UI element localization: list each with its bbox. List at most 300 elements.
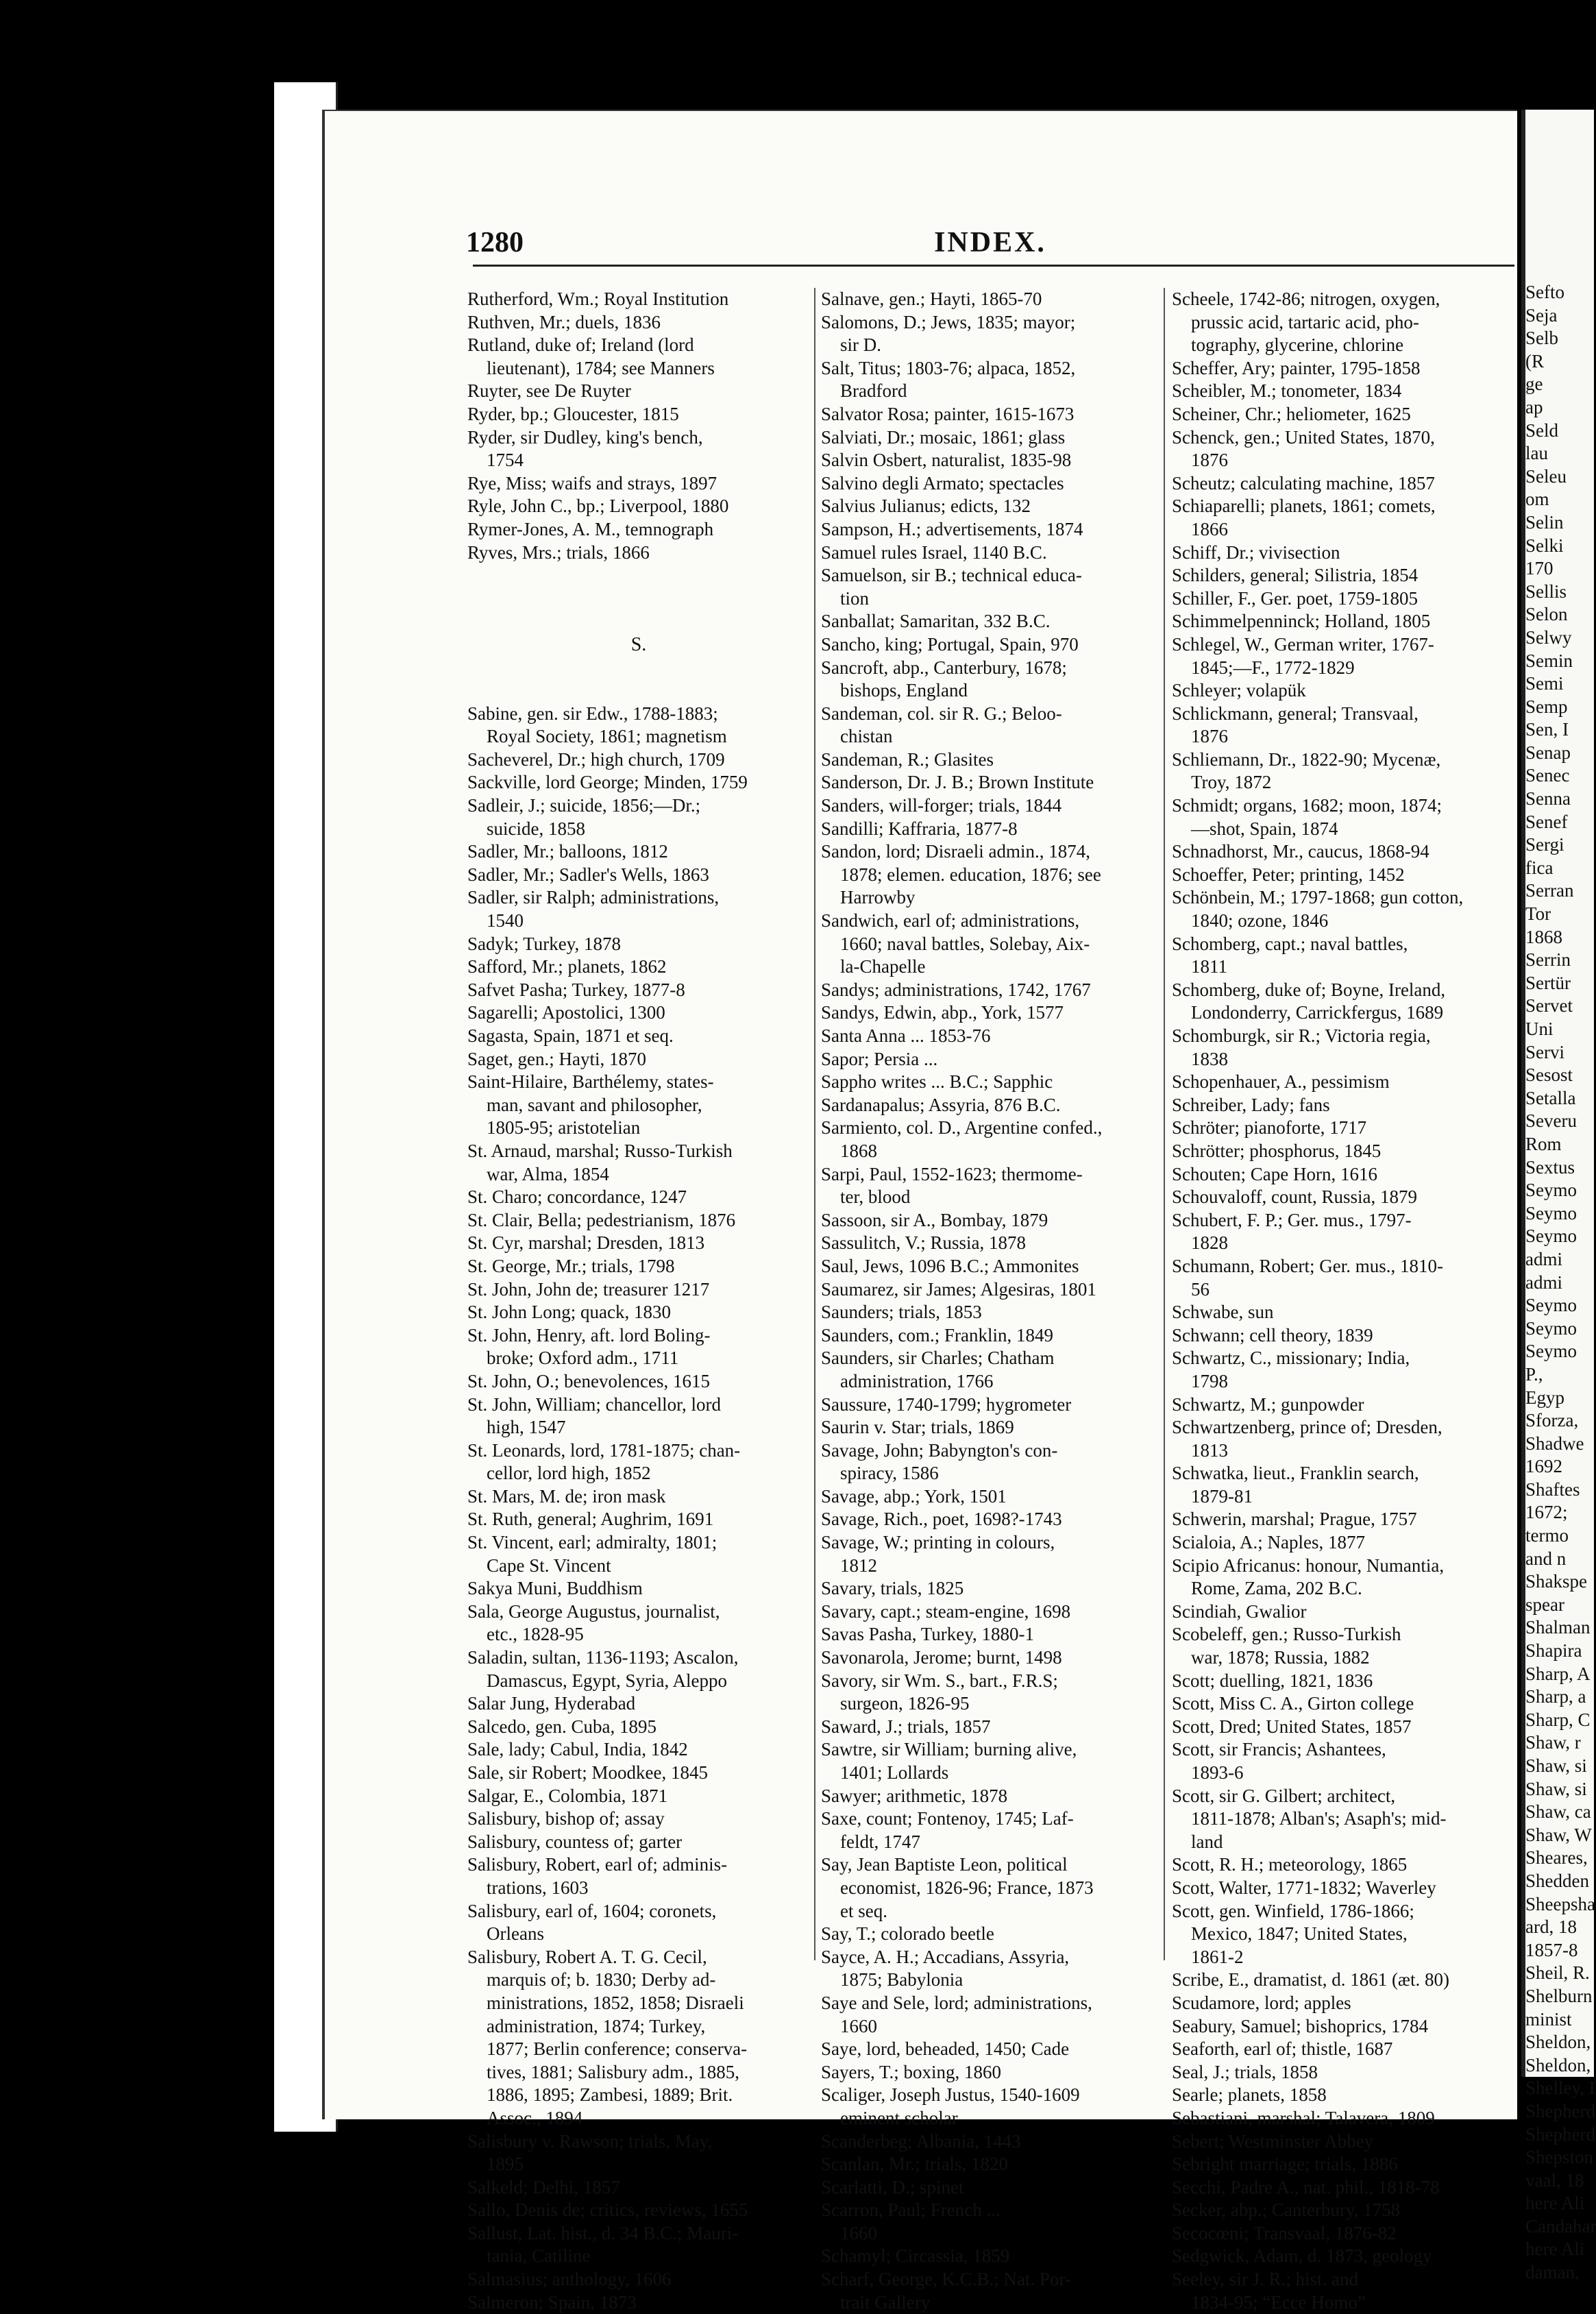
facing-page-text: 170 xyxy=(1525,558,1554,579)
facing-page-text: Shaw, ca xyxy=(1525,1801,1591,1823)
facing-page-text: Seja xyxy=(1525,304,1558,326)
index-entry: Scheiner, Chr.; heliometer, 1625 xyxy=(1172,403,1411,424)
index-entry: Scudamore, lord; apples xyxy=(1172,1992,1351,2013)
index-entry: Sedgwick, Adam, d. 1873, geology xyxy=(1172,2245,1432,2267)
facing-page-text: Seld xyxy=(1525,419,1559,441)
index-entry: Cape St. Vincent xyxy=(487,1555,611,1576)
index-entry: Sale, sir Robert; Moodkee, 1845 xyxy=(467,1762,708,1783)
facing-page-text: daman, xyxy=(1525,2262,1580,2283)
index-entry: Ryder, sir Dudley, king's bench, xyxy=(467,426,703,448)
index-entry: Scanderbeg; Albania, 1443 xyxy=(821,2130,1021,2152)
index-entry: Sawyer; arithmetic, 1878 xyxy=(821,1785,1008,1806)
index-entry: 1838 xyxy=(1191,1048,1228,1069)
index-entry: 1828 xyxy=(1191,1232,1228,1254)
facing-page-text: Shakspe xyxy=(1525,1571,1587,1592)
index-entry: Schwartz, C., missionary; India, xyxy=(1172,1348,1410,1369)
index-entry: Sassoon, sir A., Bombay, 1879 xyxy=(821,1209,1048,1230)
index-entry: Schmidt; organs, 1682; moon, 1874; xyxy=(1172,795,1442,816)
index-entry: Savary, trials, 1825 xyxy=(821,1578,964,1599)
index-entry: Savary, capt.; steam-engine, 1698 xyxy=(821,1600,1071,1622)
facing-page-text: minist xyxy=(1525,2008,1572,2030)
facing-page-text: Sefto xyxy=(1525,282,1564,302)
index-entry: spiracy, 1586 xyxy=(840,1463,939,1484)
index-entry: Saunders, sir Charles; Chatham xyxy=(821,1348,1055,1369)
index-entry: Salcedo, gen. Cuba, 1895 xyxy=(467,1716,656,1737)
index-entry: Schrötter; phosphorus, 1845 xyxy=(1172,1140,1382,1161)
index-entry: Schönbein, M.; 1797-1868; gun cotton, xyxy=(1172,887,1464,908)
index-entry: Sebright marriage; trials, 1886 xyxy=(1172,2154,1398,2175)
index-entry: Ruthven, Mr.; duels, 1836 xyxy=(467,311,661,332)
index-entry xyxy=(467,657,810,680)
index-entry: —shot, Spain, 1874 xyxy=(1191,818,1338,839)
index-entry: Schwartzenberg, prince of; Dresden, xyxy=(1172,1417,1442,1438)
index-entry: Schomberg, capt.; naval battles, xyxy=(1172,933,1408,954)
index-entry: 1876 xyxy=(1191,450,1228,471)
index-entry: administration, 1766 xyxy=(840,1370,994,1391)
index-entry: Schilders, general; Silistria, 1854 xyxy=(1172,565,1419,586)
index-entry: Sawtre, sir William; burning alive, xyxy=(821,1739,1077,1760)
facing-page-text: Sergi xyxy=(1525,834,1564,855)
index-entry: tives, 1881; Salisbury adm., 1885, xyxy=(487,2061,739,2082)
index-entry: Rutland, duke of; Ireland (lord xyxy=(467,334,694,356)
facing-page-text: Selwy xyxy=(1525,626,1572,648)
index-entry: administration, 1874; Turkey, xyxy=(487,2015,706,2036)
index-entry: Sandilli; Kaffraria, 1877-8 xyxy=(821,818,1018,839)
index-entry: Sapor; Persia ... xyxy=(821,1048,938,1069)
facing-page-text: Selki xyxy=(1525,535,1564,556)
index-entry: Saussure, 1740-1799; hygrometer xyxy=(821,1393,1072,1415)
index-entry: Salnave, gen.; Hayti, 1865-70 xyxy=(821,289,1042,309)
index-entry: St. Leonards, lord, 1781-1875; chan- xyxy=(467,1439,741,1461)
index-entry: Salvino degli Armato; spectacles xyxy=(821,472,1064,494)
index-entry: Sardanapalus; Assyria, 876 B.C. xyxy=(821,1094,1061,1115)
index-entry: Sallust, Lat. hist., d. 34 B.C.; Mauri- xyxy=(467,2222,739,2243)
index-entry: Scheffer, Ary; painter, 1795-1858 xyxy=(1172,357,1421,378)
index-entry: Salisbury, earl of, 1604; coronets, xyxy=(467,1900,717,1921)
index-entry: Salmasius; anthology, 1606 xyxy=(467,2269,672,2290)
index-entry: bishops, England xyxy=(840,680,968,701)
index-entry: high, 1547 xyxy=(487,1417,566,1438)
page-number: 1280 xyxy=(466,227,524,258)
facing-page-text: Semp xyxy=(1525,696,1568,717)
index-entry: prussic acid, tartaric acid, pho- xyxy=(1191,311,1419,332)
facing-page-text: Seymo xyxy=(1525,1341,1577,1362)
index-entry: Schröter; pianoforte, 1717 xyxy=(1172,1117,1367,1138)
index-entry: Schouvaloff, count, Russia, 1879 xyxy=(1172,1186,1417,1208)
index-entry: Saul, Jews, 1096 B.C.; Ammonites xyxy=(821,1255,1079,1276)
facing-page-text: Shepherd xyxy=(1525,2100,1595,2121)
index-entry: Sala, George Augustus, journalist, xyxy=(467,1600,720,1622)
index-entry: St. John, William; chancellor, lord xyxy=(467,1393,722,1415)
facing-page-text: Sen, I xyxy=(1525,719,1569,740)
index-entry: Scott, Dred; United States, 1857 xyxy=(1172,1716,1412,1737)
page-header xyxy=(466,226,1514,267)
index-entry: Schouten; Cape Horn, 1616 xyxy=(1172,1163,1377,1184)
header-rule xyxy=(473,265,1514,267)
index-entry: Assoc., 1894 xyxy=(487,2107,583,2128)
facing-page-text: Semin xyxy=(1525,650,1573,671)
index-entry: Savas Pasha, Turkey, 1880-1 xyxy=(821,1624,1035,1645)
facing-page-text: Senap xyxy=(1525,742,1571,763)
facing-page-text: and n xyxy=(1525,1548,1567,1569)
index-entry: Schoeffer, Peter; printing, 1452 xyxy=(1172,864,1405,885)
index-entry: Salomons, D.; Jews, 1835; mayor; xyxy=(821,311,1076,332)
index-entry: Salvius Julianus; edicts, 132 xyxy=(821,496,1031,517)
facing-page-text: Tor xyxy=(1525,903,1551,925)
index-entry: Schwann; cell theory, 1839 xyxy=(1172,1324,1373,1345)
section-letter: S. xyxy=(630,633,647,655)
index-entry: Scheele, 1742-86; nitrogen, oxygen, xyxy=(1172,289,1440,309)
index-entry: Schnadhorst, Mr., caucus, 1868-94 xyxy=(1172,841,1429,862)
facing-page-text: Egyp xyxy=(1525,1387,1564,1408)
facing-page-text: 1672; xyxy=(1525,1502,1568,1523)
facing-page-text: 1857-8 xyxy=(1525,1939,1578,1960)
index-entry: Saget, gen.; Hayti, 1870 xyxy=(467,1048,646,1069)
index-entry: broke; Oxford adm., 1711 xyxy=(487,1348,679,1369)
index-entry: St. Cyr, marshal; Dresden, 1813 xyxy=(467,1232,705,1254)
index-entry: Saunders; trials, 1853 xyxy=(821,1302,982,1323)
facing-page-text: Senec xyxy=(1525,765,1570,786)
index-entry: Schenck, gen.; United States, 1870, xyxy=(1172,426,1435,448)
facing-page-text: lau xyxy=(1525,443,1548,464)
index-entry: Savory, sir Wm. S., bart., F.R.S; xyxy=(821,1670,1058,1691)
column-divider xyxy=(814,288,815,1960)
index-entry: Mexico, 1847; United States, xyxy=(1191,1923,1408,1945)
index-entry: Scott, Miss C. A., Girton college xyxy=(1172,1693,1414,1714)
index-entry: 1798 xyxy=(1191,1370,1228,1391)
index-entry: Safford, Mr.; planets, 1862 xyxy=(467,956,667,977)
index-entry: St. Clair, Bella; pedestrianism, 1876 xyxy=(467,1209,736,1230)
index-entry: tion xyxy=(840,587,870,609)
index-entry: Scott; duelling, 1821, 1836 xyxy=(1172,1670,1373,1691)
facing-page-text: om xyxy=(1525,489,1549,510)
facing-page-text: Seleu xyxy=(1525,465,1567,487)
index-entry: Salt, Titus; 1803-76; alpaca, 1852, xyxy=(821,357,1076,378)
index-entry: Sacheverel, Dr.; high church, 1709 xyxy=(467,748,725,770)
index-entry: Salisbury, Robert, earl of; adminis- xyxy=(467,1854,728,1875)
index-entry: Sale, lady; Cabul, India, 1842 xyxy=(467,1739,688,1760)
index-entry: Schiller, F., Ger. poet, 1759-1805 xyxy=(1172,587,1418,609)
facing-page-text: Shaftes xyxy=(1525,1478,1580,1500)
facing-page-text: Selon xyxy=(1525,604,1568,625)
index-entry: Ruyter, see De Ruyter xyxy=(467,380,631,402)
index-entry: St. John, O.; benevolences, 1615 xyxy=(467,1370,710,1391)
facing-page-text: here Ali xyxy=(1525,2239,1585,2260)
facing-page-text: Sheil, R. xyxy=(1525,1962,1590,1984)
facing-page-text: Shelburn xyxy=(1525,1985,1593,2006)
index-entry: 1812 xyxy=(840,1555,877,1576)
facing-page-text: spear xyxy=(1525,1594,1564,1615)
index-entry: Orleans xyxy=(487,1923,544,1945)
facing-page-text: Shepston xyxy=(1525,2147,1594,2168)
facing-page-text: Shelley, I xyxy=(1525,2078,1595,2099)
facing-page-text: Serran xyxy=(1525,880,1574,901)
facing-page-text: 1868 xyxy=(1525,926,1562,947)
index-entry: Salvator Rosa; painter, 1615-1673 xyxy=(821,403,1075,424)
index-entry: Savage, John; Babyngton's con- xyxy=(821,1439,1058,1461)
index-entry: Scarlatti, D.; spinet xyxy=(821,2176,964,2197)
index-entry: Scarron, Paul; French ... xyxy=(821,2200,1000,2221)
facing-page-text: Severu xyxy=(1525,1110,1577,1132)
index-entry: war, 1878; Russia, 1882 xyxy=(1191,1647,1370,1668)
column-divider xyxy=(1164,288,1165,1960)
index-entry: tography, glycerine, chlorine xyxy=(1191,334,1404,356)
index-entry: Salviati, Dr.; mosaic, 1861; glass xyxy=(821,426,1066,448)
index-entry: Secchi, Padre A., nat. phil., 1818-78 xyxy=(1172,2176,1440,2197)
index-entry: 1660 xyxy=(840,2222,877,2243)
index-entry: Sadler, Mr.; Sadler's Wells, 1863 xyxy=(467,864,709,885)
index-entry: Scharf, George, K.C.B.; Nat. Por- xyxy=(821,2269,1071,2290)
index-entry: Seaforth, earl of; thistle, 1687 xyxy=(1172,2038,1393,2060)
facing-page-text: Sextus xyxy=(1525,1156,1575,1178)
index-entry: Sagasta, Spain, 1871 et seq. xyxy=(467,1025,674,1046)
index-entry: Sandys; administrations, 1742, 1767 xyxy=(821,979,1091,1000)
facing-page-text: Seymo xyxy=(1525,1202,1577,1223)
index-entry: Scipio Africanus: honour, Numantia, xyxy=(1172,1555,1445,1576)
index-entry: lieutenant), 1784; see Manners xyxy=(487,357,715,378)
index-entry: Sandwich, earl of; administrations, xyxy=(821,910,1080,931)
index-entry: Sandys, Edwin, abp., York, 1577 xyxy=(821,1002,1064,1023)
index-entry: 1879-81 xyxy=(1191,1485,1253,1507)
index-column-1 xyxy=(467,288,810,2314)
facing-page-text: Sertür xyxy=(1525,972,1571,993)
facing-page-text: P., xyxy=(1525,1363,1543,1385)
index-entry: Salisbury, countess of; garter xyxy=(467,1831,683,1852)
index-entry: Savage, abp.; York, 1501 xyxy=(821,1485,1007,1507)
index-entry: Scanlan, Mr.; trials, 1820 xyxy=(821,2154,1008,2175)
index-entry: Salkeld; Delhi, 1857 xyxy=(467,2176,620,2197)
facing-page-text: Sheldon, xyxy=(1525,2032,1591,2053)
index-entry: Bradford xyxy=(840,380,907,402)
index-entry: Saurin v. Star; trials, 1869 xyxy=(821,1417,1014,1438)
index-entry: Saward, J.; trials, 1857 xyxy=(821,1716,991,1737)
index-entry: tania, Catiline xyxy=(487,2245,591,2267)
index-entry: 1834-95; “Ecce Homo” xyxy=(1191,2291,1366,2313)
index-entry: St. Charo; concordance, 1247 xyxy=(467,1186,687,1208)
index-entry: Damascus, Egypt, Syria, Aleppo xyxy=(487,1670,727,1691)
facing-page-text: Shapira xyxy=(1525,1640,1582,1661)
index-entry: Salisbury v. Rawson; trials, May, xyxy=(467,2130,713,2152)
index-entry: Sadler, Mr.; balloons, 1812 xyxy=(467,841,668,862)
index-entry: Scaliger, Joseph Justus, 1540-1609 xyxy=(821,2084,1080,2106)
index-entry: St. George, Mr.; trials, 1798 xyxy=(467,1255,675,1276)
index-entry: Scott, gen. Winfield, 1786-1866; xyxy=(1172,1900,1414,1921)
index-entry: Sallo, Denis de; critics, reviews, 1655 xyxy=(467,2200,748,2221)
facing-page-text: Sharp, C xyxy=(1525,1709,1591,1730)
index-entry: trations, 1603 xyxy=(487,1877,589,1898)
facing-page-text: Sforza, xyxy=(1525,1410,1579,1431)
index-entry: Schwartz, M.; gunpowder xyxy=(1172,1393,1364,1415)
page-title: INDEX. xyxy=(934,227,1046,258)
index-entry: 1540 xyxy=(487,910,524,931)
facing-page-text: Shepherd xyxy=(1525,2123,1595,2145)
index-entry: Ryves, Mrs.; trials, 1866 xyxy=(467,541,650,563)
index-entry: 1660; naval battles, Solebay, Aix- xyxy=(840,933,1090,954)
index-entry: Scialoia, A.; Naples, 1877 xyxy=(1172,1532,1365,1553)
index-entry: Royal Society, 1861; magnetism xyxy=(487,726,727,747)
index-entry: Schomburgk, sir R.; Victoria regia, xyxy=(1172,1025,1431,1046)
facing-page-text: Shadwe xyxy=(1525,1433,1584,1454)
index-entry: 1861-2 xyxy=(1191,1946,1244,1967)
facing-page-text: Shalman xyxy=(1525,1617,1591,1638)
index-entry: St. Vincent, earl; admiralty, 1801; xyxy=(467,1532,717,1553)
index-entry: trait Gallery xyxy=(840,2291,931,2313)
index-entry: Harrowby xyxy=(840,887,916,908)
index-entry: Santa Anna ... 1853-76 xyxy=(821,1025,991,1046)
index-entry: 1875; Babylonia xyxy=(840,1969,963,1990)
facing-page-text: Shaw, si xyxy=(1525,1755,1587,1776)
index-entry: 1876 xyxy=(1191,726,1228,747)
index-entry xyxy=(467,564,810,587)
index-entry: Schleyer; volapük xyxy=(1172,680,1306,701)
facing-page-text: Selin xyxy=(1525,511,1564,533)
index-entry: Sancroft, abp., Canterbury, 1678; xyxy=(821,657,1067,678)
facing-page-text: Servi xyxy=(1525,1041,1564,1062)
facing-page-text: 1692 xyxy=(1525,1456,1562,1477)
index-entry: Scheibler, M.; tonometer, 1834 xyxy=(1172,380,1402,402)
index-entry: Sadleir, J.; suicide, 1856;—Dr.; xyxy=(467,795,701,816)
index-entry: ministrations, 1852, 1858; Disraeli xyxy=(487,1992,744,2013)
index-entry: 1893-6 xyxy=(1191,1762,1244,1783)
index-entry: Schopenhauer, A., pessimism xyxy=(1172,1071,1390,1093)
index-entry: 56 xyxy=(1191,1278,1210,1300)
index-entry: Sadler, sir Ralph; administrations, xyxy=(467,887,720,908)
index-entry: ter, blood xyxy=(840,1186,911,1208)
facing-page-text: vaal, 18 xyxy=(1525,2169,1584,2191)
facing-page-text: Seymo xyxy=(1525,1226,1577,1247)
index-entry: St. John, Henry, aft. lord Boling- xyxy=(467,1324,711,1345)
index-entry: Savage, Rich., poet, 1698?-1743 xyxy=(821,1509,1062,1530)
index-entry: Sanballat; Samaritan, 332 B.C. xyxy=(821,611,1051,632)
index-entry: Sackville, lord George; Minden, 1759 xyxy=(467,772,748,793)
index-entry: St. Mars, M. de; iron mask xyxy=(467,1485,666,1507)
index-entry: la-Chapelle xyxy=(840,956,926,977)
index-entry: Secker, abp.; Canterbury, 1758 xyxy=(1172,2200,1401,2221)
facing-page-text: Sharp, A xyxy=(1525,1663,1591,1684)
index-entry: Sabine, gen. sir Edw., 1788-1883; xyxy=(467,703,718,724)
facing-page-text: termo xyxy=(1525,1525,1569,1546)
index-entry: Saint-Hilaire, Barthélemy, states- xyxy=(467,1071,714,1093)
index-entry: Sandeman, R.; Glasites xyxy=(821,748,994,770)
index-entry: Savage, W.; printing in colours, xyxy=(821,1532,1055,1553)
index-entry: Schlickmann, general; Transvaal, xyxy=(1172,703,1419,724)
facing-page-text: fica xyxy=(1525,857,1554,878)
index-entry: land xyxy=(1191,1831,1223,1852)
index-entry: 1886, 1895; Zambesi, 1889; Brit. xyxy=(487,2084,733,2106)
index-entry: Sanders, will-forger; trials, 1844 xyxy=(821,795,1062,816)
index-entry: economist, 1826-96; France, 1873 xyxy=(840,1877,1094,1898)
index-entry: Sayers, T.; boxing, 1860 xyxy=(821,2061,1001,2082)
index-entry: Rome, Zama, 202 B.C. xyxy=(1191,1578,1362,1599)
index-entry: 1660 xyxy=(840,2015,877,2036)
index-entry: feldt, 1747 xyxy=(840,1831,920,1852)
index-entry: St. John, John de; treasurer 1217 xyxy=(467,1278,710,1300)
index-entry: Seeley, sir J. R.; hist. and xyxy=(1172,2269,1358,2290)
facing-page-fragment xyxy=(1521,110,1596,2283)
index-entry: Sakya Muni, Buddhism xyxy=(467,1578,643,1599)
index-entry: Saladin, sultan, 1136-1193; Ascalon, xyxy=(467,1647,739,1668)
index-entry: Scott, R. H.; meteorology, 1865 xyxy=(1172,1854,1408,1875)
index-entry: Schwatka, lieut., Franklin search, xyxy=(1172,1463,1419,1484)
index-entry: Sebastiani, marshal; Talavera, 1809 xyxy=(1172,2107,1435,2128)
index-entry: Salgar, E., Colombia, 1871 xyxy=(467,1785,668,1806)
index-entry: surgeon, 1826-95 xyxy=(840,1693,970,1714)
index-entry: Savonarola, Jerome; burnt, 1498 xyxy=(821,1647,1062,1668)
index-entry: 1840; ozone, 1846 xyxy=(1191,910,1329,931)
index-entry: 1868 xyxy=(840,1140,877,1161)
index-column-3 xyxy=(1172,288,1514,2314)
index-entry: Sarmiento, col. D., Argentine confed., xyxy=(821,1117,1103,1138)
index-entry: marquis of; b. 1830; Derby ad- xyxy=(487,1969,716,1990)
index-entry: Sancho, king; Portugal, Spain, 970 xyxy=(821,633,1079,655)
facing-page-text: here Ali xyxy=(1525,2193,1585,2214)
facing-page-text: Sharp, a xyxy=(1525,1686,1586,1707)
facing-page-text: Setalla xyxy=(1525,1087,1576,1108)
index-entry: et seq. xyxy=(840,1900,887,1921)
index-entry: Saumarez, sir James; Algesiras, 1801 xyxy=(821,1278,1096,1300)
index-entry: Rye, Miss; waifs and strays, 1897 xyxy=(467,472,717,494)
index-entry: Safvet Pasha; Turkey, 1877-8 xyxy=(467,979,685,1000)
index-entry: 1754 xyxy=(487,450,524,471)
facing-page-text: ge xyxy=(1525,374,1543,395)
index-entry: Schwabe, sun xyxy=(1172,1302,1274,1323)
facing-page-text: Shedden xyxy=(1525,1870,1589,1891)
index-entry: Scott, Walter, 1771-1832; Waverley xyxy=(1172,1877,1436,1898)
facing-page-text: ard, 18 xyxy=(1525,1916,1577,1938)
facing-page-text: Shaw, W xyxy=(1525,1824,1592,1845)
index-entry: Samuelson, sir B.; technical educa- xyxy=(821,565,1082,586)
index-entry: Scindiah, Gwalior xyxy=(1172,1600,1307,1622)
facing-page-text: Sheepsha xyxy=(1525,1893,1595,1914)
index-entry: Sappho writes ... B.C.; Sapphic xyxy=(821,1071,1053,1093)
index-entry xyxy=(467,587,810,611)
index-entry: Sayce, A. H.; Accadians, Assyria, xyxy=(821,1946,1070,1967)
index-entry: Sebert; Westminster Abbey xyxy=(1172,2130,1374,2152)
facing-page-text: Semi xyxy=(1525,673,1564,694)
index-entry: Ryder, bp.; Gloucester, 1815 xyxy=(467,403,679,424)
index-entry: Scott, sir Francis; Ashantees, xyxy=(1172,1739,1386,1760)
facing-page-text: Selb xyxy=(1525,328,1559,349)
index-entry: Schiaparelli; planets, 1861; comets, xyxy=(1172,496,1436,517)
index-entry: St. Ruth, general; Aughrim, 1691 xyxy=(467,1509,714,1530)
index-entry: Londonderry, Carrickfergus, 1689 xyxy=(1191,1002,1444,1023)
index-entry: St. Arnaud, marshal; Russo-Turkish xyxy=(467,1140,733,1161)
index-entry: eminent scholar xyxy=(840,2107,958,2128)
index-entry: Scobeleff, gen.; Russo-Turkish xyxy=(1172,1624,1401,1645)
index-entry: Schubert, F. P.; Ger. mus., 1797- xyxy=(1172,1209,1412,1230)
facing-page-text: Sheldon, xyxy=(1525,2054,1591,2075)
index-entry: Sandon, lord; Disraeli admin., 1874, xyxy=(821,841,1090,862)
facing-page-text: ap xyxy=(1525,396,1543,417)
index-entry: Samuel rules Israel, 1140 B.C. xyxy=(821,541,1047,563)
index-entry: cellor, lord high, 1852 xyxy=(487,1463,651,1484)
facing-page-text: Seymo xyxy=(1525,1180,1577,1201)
index-entry: suicide, 1858 xyxy=(487,818,585,839)
facing-page-text: admi xyxy=(1525,1248,1562,1269)
index-entry: Schliemann, Dr., 1822-90; Mycenæ, xyxy=(1172,748,1441,770)
facing-page-text: Rom xyxy=(1525,1133,1562,1154)
index-entry: Rutherford, Wm.; Royal Institution xyxy=(467,289,729,309)
index-entry: Salvin Osbert, naturalist, 1835-98 xyxy=(821,450,1072,471)
index-entry: Saunders, com.; Franklin, 1849 xyxy=(821,1324,1053,1345)
index-entry: Searle; planets, 1858 xyxy=(1172,2084,1327,2106)
index-entry: Schimmelpenninck; Holland, 1805 xyxy=(1172,611,1431,632)
index-entry: 1845;—F., 1772-1829 xyxy=(1191,657,1355,678)
facing-page-text: Senef xyxy=(1525,811,1568,832)
index-entry: Scheutz; calculating machine, 1857 xyxy=(1172,472,1435,494)
facing-page-text: Senna xyxy=(1525,788,1571,809)
index-entry: man, savant and philosopher, xyxy=(487,1094,702,1115)
